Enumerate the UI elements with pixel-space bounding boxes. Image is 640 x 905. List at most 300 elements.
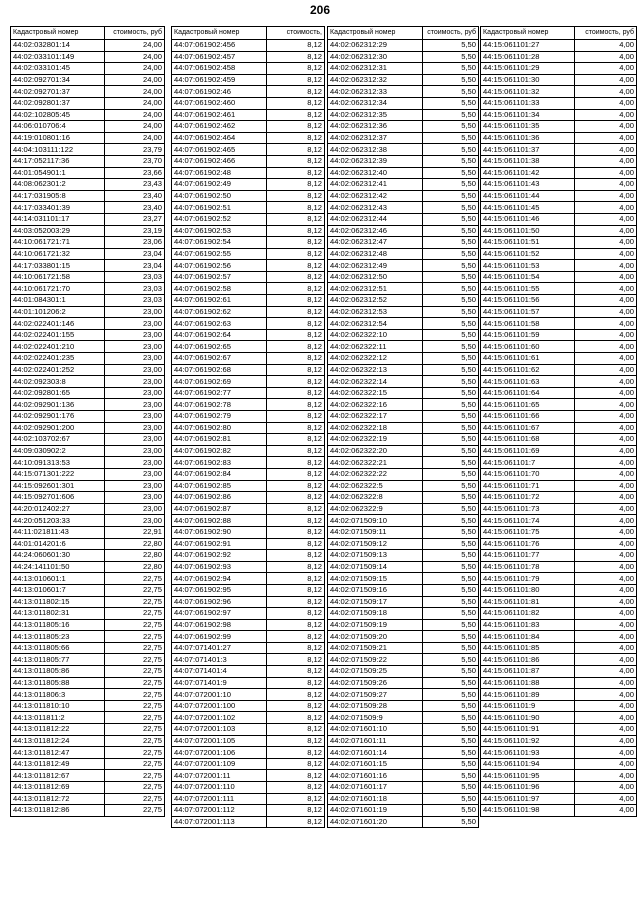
- cost-cell: 23,00: [105, 318, 165, 330]
- cadastral-number-cell: 44:02:062322:5: [328, 480, 423, 492]
- table-row: [481, 700, 637, 712]
- cadastral-number-cell: 44:15:061101:67: [481, 422, 575, 434]
- cost-cell: 5,50: [423, 457, 479, 469]
- cadastral-number-cell: 44:02:062312:47: [328, 237, 423, 249]
- table-row: [172, 364, 325, 376]
- cadastral-number-cell: 44:02:062312:33: [328, 86, 423, 98]
- table-row: [11, 724, 165, 736]
- cadastral-number-cell: 44:07:072001:102: [172, 712, 267, 724]
- cadastral-number-cell: 44:02:062312:41: [328, 179, 423, 191]
- table-row: [481, 248, 637, 260]
- table-row: [481, 295, 637, 307]
- cadastral-number-cell: 44:07:061902:78: [172, 399, 267, 411]
- cadastral-number-cell: 44:15:061101:43: [481, 179, 575, 191]
- cadastral-number-cell: 44:15:061101:73: [481, 503, 575, 515]
- cadastral-number-cell: 44:02:071601:14: [328, 747, 423, 759]
- cadastral-number-cell: 44:15:071301:222: [11, 468, 105, 480]
- cadastral-number-cell: 44:15:061101:76: [481, 538, 575, 550]
- table-row: [11, 468, 165, 480]
- table-row: [11, 480, 165, 492]
- table-row: [481, 399, 637, 411]
- cadastral-number-cell: 44:02:062312:49: [328, 260, 423, 272]
- cadastral-number-cell: 44:02:071509:27: [328, 689, 423, 701]
- cadastral-number-cell: 44:07:061902:48: [172, 167, 267, 179]
- cost-cell: 8,12: [267, 376, 325, 388]
- cadastral-number-cell: 44:02:062312:44: [328, 213, 423, 225]
- table-row: [172, 283, 325, 295]
- cadastral-number-cell: 44:15:092601:301: [11, 480, 105, 492]
- cadastral-number-cell: 44:13:011805:23: [11, 631, 105, 643]
- cadastral-number-cell: 44:07:061902:52: [172, 213, 267, 225]
- cost-cell: 4,00: [575, 132, 637, 144]
- table-row: [172, 179, 325, 191]
- cost-cell: 23,03: [105, 271, 165, 283]
- table-row: [172, 306, 325, 318]
- cost-cell: 4,00: [575, 225, 637, 237]
- cadastral-number-cell: 44:15:061101:70: [481, 468, 575, 480]
- table-row: [328, 51, 479, 63]
- cadastral-number-cell: 44:15:061101:55: [481, 283, 575, 295]
- table-row: [172, 677, 325, 689]
- cost-cell: 23,03: [105, 283, 165, 295]
- cadastral-number-cell: 44:10:061721:58: [11, 271, 105, 283]
- table-row: [11, 747, 165, 759]
- cadastral-number-cell: 44:17:052117:36: [11, 155, 105, 167]
- cadastral-number-cell: 44:07:072001:109: [172, 758, 267, 770]
- cadastral-number-cell: 44:13:011802:15: [11, 596, 105, 608]
- cost-cell: 23,19: [105, 225, 165, 237]
- cost-cell: 4,00: [575, 74, 637, 86]
- cadastral-number-cell: 44:15:061101:44: [481, 190, 575, 202]
- table-row: [172, 167, 325, 179]
- table-row: [481, 561, 637, 573]
- header-cadastral-number: Кадастровый номер: [481, 27, 575, 40]
- cost-cell: 4,00: [575, 573, 637, 585]
- cadastral-number-cell: 44:15:061101:95: [481, 770, 575, 782]
- cost-cell: 4,00: [575, 399, 637, 411]
- cost-cell: 5,50: [423, 376, 479, 388]
- cadastral-table: [327, 26, 479, 828]
- cost-cell: 4,00: [575, 503, 637, 515]
- cadastral-number-cell: 44:02:033101:149: [11, 51, 105, 63]
- header-cadastral-number: Кадастровый номер: [328, 27, 423, 40]
- cadastral-number-cell: 44:15:061101:28: [481, 51, 575, 63]
- cost-cell: 5,50: [423, 167, 479, 179]
- cadastral-number-cell: 44:02:071509:14: [328, 561, 423, 573]
- cost-cell: 8,12: [267, 411, 325, 423]
- cost-cell: 8,12: [267, 271, 325, 283]
- table-row: [172, 318, 325, 330]
- cost-cell: 5,50: [423, 758, 479, 770]
- cost-cell: 23,06: [105, 237, 165, 249]
- table-row: [481, 97, 637, 109]
- cost-cell: 8,12: [267, 237, 325, 249]
- cadastral-number-cell: 44:07:061902:67: [172, 353, 267, 365]
- cadastral-number-cell: 44:02:062312:54: [328, 318, 423, 330]
- table-row: [328, 40, 479, 52]
- cadastral-number-cell: 44:02:062322:20: [328, 445, 423, 457]
- cost-cell: 4,00: [575, 445, 637, 457]
- table-row: [328, 260, 479, 272]
- cadastral-number-cell: 44:07:061902:83: [172, 457, 267, 469]
- table-row: [481, 689, 637, 701]
- cost-cell: 4,00: [575, 353, 637, 365]
- table-row: [172, 411, 325, 423]
- cadastral-number-cell: 44:07:061902:462: [172, 121, 267, 133]
- cost-cell: 5,50: [423, 596, 479, 608]
- table-row: [481, 735, 637, 747]
- table-row: [172, 225, 325, 237]
- cadastral-number-cell: 44:13:011812:72: [11, 793, 105, 805]
- cost-cell: 5,50: [423, 399, 479, 411]
- cost-cell: 8,12: [267, 318, 325, 330]
- cost-cell: 22,80: [105, 538, 165, 550]
- table-row: [11, 503, 165, 515]
- cadastral-number-cell: 44:24:060601:30: [11, 550, 105, 562]
- cadastral-number-cell: 44:07:061902:53: [172, 225, 267, 237]
- table-row: [11, 237, 165, 249]
- cost-cell: 22,75: [105, 666, 165, 678]
- table-row: [172, 341, 325, 353]
- table-row: [11, 271, 165, 283]
- cadastral-number-cell: 44:15:061101:81: [481, 596, 575, 608]
- cadastral-number-cell: 44:07:061902:65: [172, 341, 267, 353]
- cadastral-number-cell: 44:07:061902:88: [172, 515, 267, 527]
- cadastral-number-cell: 44:07:061902:84: [172, 468, 267, 480]
- cadastral-number-cell: 44:07:061902:64: [172, 329, 267, 341]
- cadastral-number-cell: 44:02:062322:19: [328, 434, 423, 446]
- table-row: [172, 387, 325, 399]
- cadastral-number-cell: 44:07:071401:9: [172, 677, 267, 689]
- table-row: [481, 805, 637, 817]
- table-row: [172, 712, 325, 724]
- cadastral-number-cell: 44:02:062312:48: [328, 248, 423, 260]
- table-row: [481, 538, 637, 550]
- table-row: [172, 132, 325, 144]
- table-row: [328, 237, 479, 249]
- table-row: [11, 654, 165, 666]
- cost-cell: 23,66: [105, 167, 165, 179]
- table-row: [328, 248, 479, 260]
- cost-cell: 8,12: [267, 422, 325, 434]
- table-row: [172, 468, 325, 480]
- cadastral-number-cell: 44:02:071509:9: [328, 712, 423, 724]
- cadastral-number-cell: 44:02:022401:235: [11, 353, 105, 365]
- cost-cell: 5,50: [423, 260, 479, 272]
- table-row: [172, 51, 325, 63]
- cost-cell: 5,50: [423, 248, 479, 260]
- table-row: [328, 584, 479, 596]
- cadastral-number-cell: 44:02:062312:30: [328, 51, 423, 63]
- cadastral-number-cell: 44:15:061101:61: [481, 353, 575, 365]
- cost-cell: 23,00: [105, 399, 165, 411]
- cadastral-number-cell: 44:08:062301:2: [11, 179, 105, 191]
- cadastral-number-cell: 44:02:062322:22: [328, 468, 423, 480]
- cadastral-number-cell: 44:03:052003:29: [11, 225, 105, 237]
- cost-cell: 5,50: [423, 179, 479, 191]
- cadastral-number-cell: 44:15:061101:36: [481, 132, 575, 144]
- cadastral-number-cell: 44:02:062322:16: [328, 399, 423, 411]
- table-row: [481, 364, 637, 376]
- table-row: [481, 596, 637, 608]
- table-row: [328, 747, 479, 759]
- cadastral-number-cell: 44:15:061101:97: [481, 793, 575, 805]
- table-row: [481, 40, 637, 52]
- table-row: [481, 387, 637, 399]
- cadastral-number-cell: 44:02:062312:31: [328, 63, 423, 75]
- cadastral-number-cell: 44:15:061101:87: [481, 666, 575, 678]
- cadastral-number-cell: 44:02:071509:21: [328, 642, 423, 654]
- cadastral-number-cell: 44:15:061101:51: [481, 237, 575, 249]
- table-row: [11, 631, 165, 643]
- table-row: [328, 666, 479, 678]
- cost-cell: 22,75: [105, 770, 165, 782]
- cost-cell: 5,50: [423, 63, 479, 75]
- table-row: [11, 40, 165, 52]
- cost-cell: 5,50: [423, 411, 479, 423]
- cadastral-number-cell: 44:07:071401:4: [172, 666, 267, 678]
- table-row: [328, 411, 479, 423]
- cadastral-number-cell: 44:02:071509:26: [328, 677, 423, 689]
- cost-cell: 4,00: [575, 237, 637, 249]
- cadastral-number-cell: 44:15:061101:34: [481, 109, 575, 121]
- cadastral-number-cell: 44:15:061101:59: [481, 329, 575, 341]
- table-row: [11, 353, 165, 365]
- table-row: [328, 608, 479, 620]
- cadastral-number-cell: 44:02:022401:252: [11, 364, 105, 376]
- table-row: [328, 457, 479, 469]
- table-row: [11, 364, 165, 376]
- table-row: [481, 225, 637, 237]
- cost-cell: 5,50: [423, 793, 479, 805]
- table-row: [481, 237, 637, 249]
- table-row: [481, 457, 637, 469]
- table-row: [481, 770, 637, 782]
- table-row: [11, 387, 165, 399]
- cost-cell: 4,00: [575, 329, 637, 341]
- table-row: [11, 793, 165, 805]
- cost-cell: 5,50: [423, 735, 479, 747]
- cadastral-number-cell: 44:15:061101:62: [481, 364, 575, 376]
- cost-cell: 5,50: [423, 144, 479, 156]
- table-row: [172, 353, 325, 365]
- cadastral-number-cell: 44:15:061101:74: [481, 515, 575, 527]
- cadastral-number-cell: 44:07:061902:90: [172, 526, 267, 538]
- cost-cell: 4,00: [575, 155, 637, 167]
- cadastral-number-cell: 44:07:061902:87: [172, 503, 267, 515]
- cost-cell: 24,00: [105, 63, 165, 75]
- cadastral-number-cell: 44:07:061902:63: [172, 318, 267, 330]
- cadastral-number-cell: 44:10:061721:70: [11, 283, 105, 295]
- cost-cell: 8,12: [267, 155, 325, 167]
- table-row: [11, 121, 165, 133]
- cost-cell: 5,50: [423, 480, 479, 492]
- cost-cell: 8,12: [267, 74, 325, 86]
- table-row: [481, 306, 637, 318]
- cost-cell: 4,00: [575, 666, 637, 678]
- cadastral-number-cell: 44:02:062312:34: [328, 97, 423, 109]
- table-row: [328, 550, 479, 562]
- table-row: [481, 411, 637, 423]
- cost-cell: 5,50: [423, 237, 479, 249]
- cadastral-number-cell: 44:02:062312:38: [328, 144, 423, 156]
- cadastral-number-cell: 44:02:071509:28: [328, 700, 423, 712]
- table-row: [328, 202, 479, 214]
- cost-cell: 23,00: [105, 445, 165, 457]
- cost-cell: 8,12: [267, 596, 325, 608]
- table-row: [172, 666, 325, 678]
- table-row: [172, 758, 325, 770]
- cost-cell: 8,12: [267, 782, 325, 794]
- table-row: [481, 677, 637, 689]
- cost-cell: 4,00: [575, 121, 637, 133]
- table-row: [172, 700, 325, 712]
- cadastral-number-cell: 44:02:062322:12: [328, 353, 423, 365]
- table-row: [11, 689, 165, 701]
- cadastral-number-cell: 44:02:071601:15: [328, 758, 423, 770]
- cost-cell: 8,12: [267, 283, 325, 295]
- header-cost: стоимость, руб: [575, 27, 637, 40]
- cost-cell: 8,12: [267, 666, 325, 678]
- cadastral-number-cell: 44:02:062312:40: [328, 167, 423, 179]
- cadastral-number-cell: 44:02:062322:17: [328, 411, 423, 423]
- table-row: [328, 329, 479, 341]
- cadastral-number-cell: 44:07:061902:465: [172, 144, 267, 156]
- cadastral-number-cell: 44:13:011812:24: [11, 735, 105, 747]
- cost-cell: 5,50: [423, 51, 479, 63]
- table-row: [328, 399, 479, 411]
- cost-cell: 24,00: [105, 86, 165, 98]
- cost-cell: 4,00: [575, 179, 637, 191]
- cadastral-number-cell: 44:07:061902:56: [172, 260, 267, 272]
- cost-cell: 24,00: [105, 51, 165, 63]
- cadastral-number-cell: 44:07:061902:57: [172, 271, 267, 283]
- table-row: [172, 816, 325, 828]
- cadastral-number-cell: 44:20:051203:33: [11, 515, 105, 527]
- cadastral-number-cell: 44:02:071601:18: [328, 793, 423, 805]
- table-row: [11, 550, 165, 562]
- table-row: [172, 109, 325, 121]
- cadastral-number-cell: 44:24:141101:50: [11, 561, 105, 573]
- cadastral-number-cell: 44:13:011811:2: [11, 712, 105, 724]
- cadastral-number-cell: 44:02:092801:65: [11, 387, 105, 399]
- cost-cell: 5,50: [423, 283, 479, 295]
- cost-cell: 4,00: [575, 712, 637, 724]
- cost-cell: 5,50: [423, 724, 479, 736]
- table-row: [328, 480, 479, 492]
- table-row: [11, 584, 165, 596]
- table-row: [172, 74, 325, 86]
- cadastral-number-cell: 44:15:061101:56: [481, 295, 575, 307]
- cost-cell: 8,12: [267, 295, 325, 307]
- cost-cell: 4,00: [575, 735, 637, 747]
- cost-cell: 5,50: [423, 306, 479, 318]
- cost-cell: 8,12: [267, 109, 325, 121]
- cadastral-number-cell: 44:15:061101:9: [481, 700, 575, 712]
- cost-cell: 8,12: [267, 51, 325, 63]
- cadastral-number-cell: 44:07:072001:11: [172, 770, 267, 782]
- cost-cell: 4,00: [575, 596, 637, 608]
- cost-cell: 8,12: [267, 619, 325, 631]
- cost-cell: 8,12: [267, 492, 325, 504]
- cadastral-number-cell: 44:02:062312:51: [328, 283, 423, 295]
- cost-cell: 5,50: [423, 318, 479, 330]
- cadastral-number-cell: 44:15:061101:57: [481, 306, 575, 318]
- cadastral-number-cell: 44:07:061902:91: [172, 538, 267, 550]
- table-row: [172, 376, 325, 388]
- table-row: [481, 329, 637, 341]
- cadastral-number-cell: 44:15:061101:92: [481, 735, 575, 747]
- table-row: [11, 492, 165, 504]
- cost-cell: 5,50: [423, 121, 479, 133]
- cost-cell: 4,00: [575, 526, 637, 538]
- table-row: [481, 619, 637, 631]
- cost-cell: 5,50: [423, 40, 479, 52]
- cadastral-number-cell: 44:17:033401:39: [11, 202, 105, 214]
- cadastral-number-cell: 44:02:092901:176: [11, 411, 105, 423]
- table-column-1: [10, 26, 165, 817]
- cadastral-number-cell: 44:15:061101:88: [481, 677, 575, 689]
- cost-cell: 5,50: [423, 770, 479, 782]
- table-row: [172, 770, 325, 782]
- header-cost: стоимость, руб: [105, 27, 165, 40]
- cost-cell: 8,12: [267, 538, 325, 550]
- cost-cell: 23,00: [105, 329, 165, 341]
- cadastral-number-cell: 44:02:062312:37: [328, 132, 423, 144]
- table-row: [481, 109, 637, 121]
- cost-cell: 5,50: [423, 109, 479, 121]
- table-row: [481, 608, 637, 620]
- cost-cell: 5,50: [423, 573, 479, 585]
- cadastral-number-cell: 44:15:061101:94: [481, 758, 575, 770]
- cadastral-number-cell: 44:10:061721:71: [11, 237, 105, 249]
- table-row: [172, 457, 325, 469]
- cadastral-number-cell: 44:15:061101:27: [481, 40, 575, 52]
- cost-cell: 4,00: [575, 213, 637, 225]
- table-row: [11, 260, 165, 272]
- cadastral-number-cell: 44:02:071509:18: [328, 608, 423, 620]
- table-row: [481, 271, 637, 283]
- cadastral-number-cell: 44:01:014201:6: [11, 538, 105, 550]
- table-row: [328, 353, 479, 365]
- cost-cell: 5,50: [423, 642, 479, 654]
- cost-cell: 4,00: [575, 40, 637, 52]
- cadastral-number-cell: 44:15:061101:85: [481, 642, 575, 654]
- table-row: [328, 526, 479, 538]
- cost-cell: 23,04: [105, 260, 165, 272]
- cadastral-number-cell: 44:02:071601:20: [328, 816, 423, 828]
- cadastral-number-cell: 44:13:011812:47: [11, 747, 105, 759]
- table-row: [172, 724, 325, 736]
- table-row: [481, 468, 637, 480]
- table-row: [481, 526, 637, 538]
- cadastral-number-cell: 44:15:061101:93: [481, 747, 575, 759]
- cadastral-number-cell: 44:02:071601:10: [328, 724, 423, 736]
- table-row: [172, 213, 325, 225]
- header-cadastral-number: Кадастровый номер: [11, 27, 105, 40]
- cost-cell: 4,00: [575, 97, 637, 109]
- table-header-row: [328, 27, 479, 40]
- cadastral-number-cell: 44:02:071509:15: [328, 573, 423, 585]
- cost-cell: 23,00: [105, 468, 165, 480]
- cost-cell: 8,12: [267, 480, 325, 492]
- table-row: [328, 561, 479, 573]
- table-row: [11, 97, 165, 109]
- cadastral-number-cell: 44:15:061101:77: [481, 550, 575, 562]
- cadastral-number-cell: 44:07:072001:105: [172, 735, 267, 747]
- cost-cell: 8,12: [267, 213, 325, 225]
- cost-cell: 5,50: [423, 295, 479, 307]
